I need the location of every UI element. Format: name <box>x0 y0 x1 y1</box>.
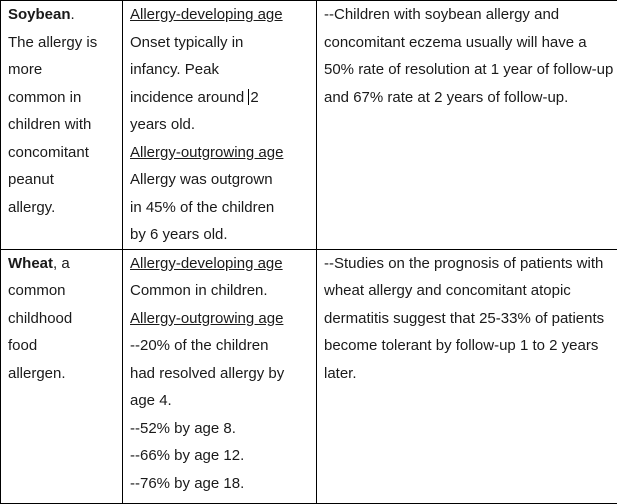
notes-line: later. <box>324 360 617 388</box>
food-desc-first: . <box>71 6 75 23</box>
developing-age-line <box>130 84 312 112</box>
developing-age-text: incidence around <box>130 89 248 106</box>
food-cell <box>1 1 123 250</box>
notes-cell <box>317 249 617 503</box>
developing-age-line: Common in children. <box>130 277 312 305</box>
outgrowing-age-heading: Allergy-outgrowing age <box>130 305 312 333</box>
notes-line: become tolerant by follow-up 1 to 2 years <box>324 332 617 360</box>
age-cell <box>123 249 317 503</box>
notes-line: --Children with soybean allergy and <box>324 1 617 29</box>
food-name: Wheat <box>8 255 53 272</box>
food-desc-line: peanut <box>8 166 118 194</box>
food-desc-line: children with <box>8 111 118 139</box>
food-desc-line: concomitant <box>8 139 118 167</box>
notes-line: wheat allergy and concomitant atopic <box>324 277 617 305</box>
outgrowing-age-line: --66% by age 12. <box>130 442 312 470</box>
notes-line: concomitant eczema usually will have a <box>324 29 617 57</box>
notes-line: dermatitis suggest that 25-33% of patients <box>324 305 617 333</box>
food-desc-line: common in <box>8 84 118 112</box>
food-cell <box>1 249 123 503</box>
food-name: Soybean <box>8 6 71 23</box>
food-desc-line: The allergy is <box>8 29 118 57</box>
outgrowing-age-heading: Allergy-outgrowing age <box>130 139 312 167</box>
food-desc-line: childhood <box>8 305 118 333</box>
food-desc-line: common <box>8 277 118 305</box>
outgrowing-age-line: age 4. <box>130 387 312 415</box>
food-desc-line: allergy. <box>8 194 118 222</box>
outgrowing-age-line: --76% by age 18. <box>130 470 312 498</box>
developing-age-heading: Allergy-developing age <box>130 250 312 278</box>
food-title-line <box>8 1 118 29</box>
table-row-soybean <box>1 1 617 250</box>
notes-line: 50% rate of resolution at 1 year of follow-up <box>324 56 617 84</box>
outgrowing-age-line: --52% by age 8. <box>130 415 312 443</box>
notes-cell <box>317 1 617 250</box>
notes-line: and 67% rate at 2 years of follow-up. <box>324 84 617 112</box>
outgrowing-age-line: in 45% of the children <box>130 194 312 222</box>
outgrowing-age-line: had resolved allergy by <box>130 360 312 388</box>
developing-age-line: Onset typically in <box>130 29 312 57</box>
food-desc-line: more <box>8 56 118 84</box>
notes-line: --Studies on the prognosis of patients with <box>324 250 617 278</box>
food-desc-line: food <box>8 332 118 360</box>
food-desc-line: allergen. <box>8 360 118 388</box>
developing-age-line: infancy. Peak <box>130 56 312 84</box>
developing-age-text: 2 <box>250 89 258 106</box>
developing-age-line: years old. <box>130 111 312 139</box>
table-row-wheat <box>1 249 617 503</box>
outgrowing-age-line: by 6 years old. <box>130 221 312 249</box>
outgrowing-age-line: --20% of the children <box>130 332 312 360</box>
outgrowing-age-line: Allergy was outgrown <box>130 166 312 194</box>
age-cell <box>123 1 317 250</box>
developing-age-heading: Allergy-developing age <box>130 1 312 29</box>
food-title-line <box>8 250 118 278</box>
food-desc-first: , a <box>53 255 70 272</box>
